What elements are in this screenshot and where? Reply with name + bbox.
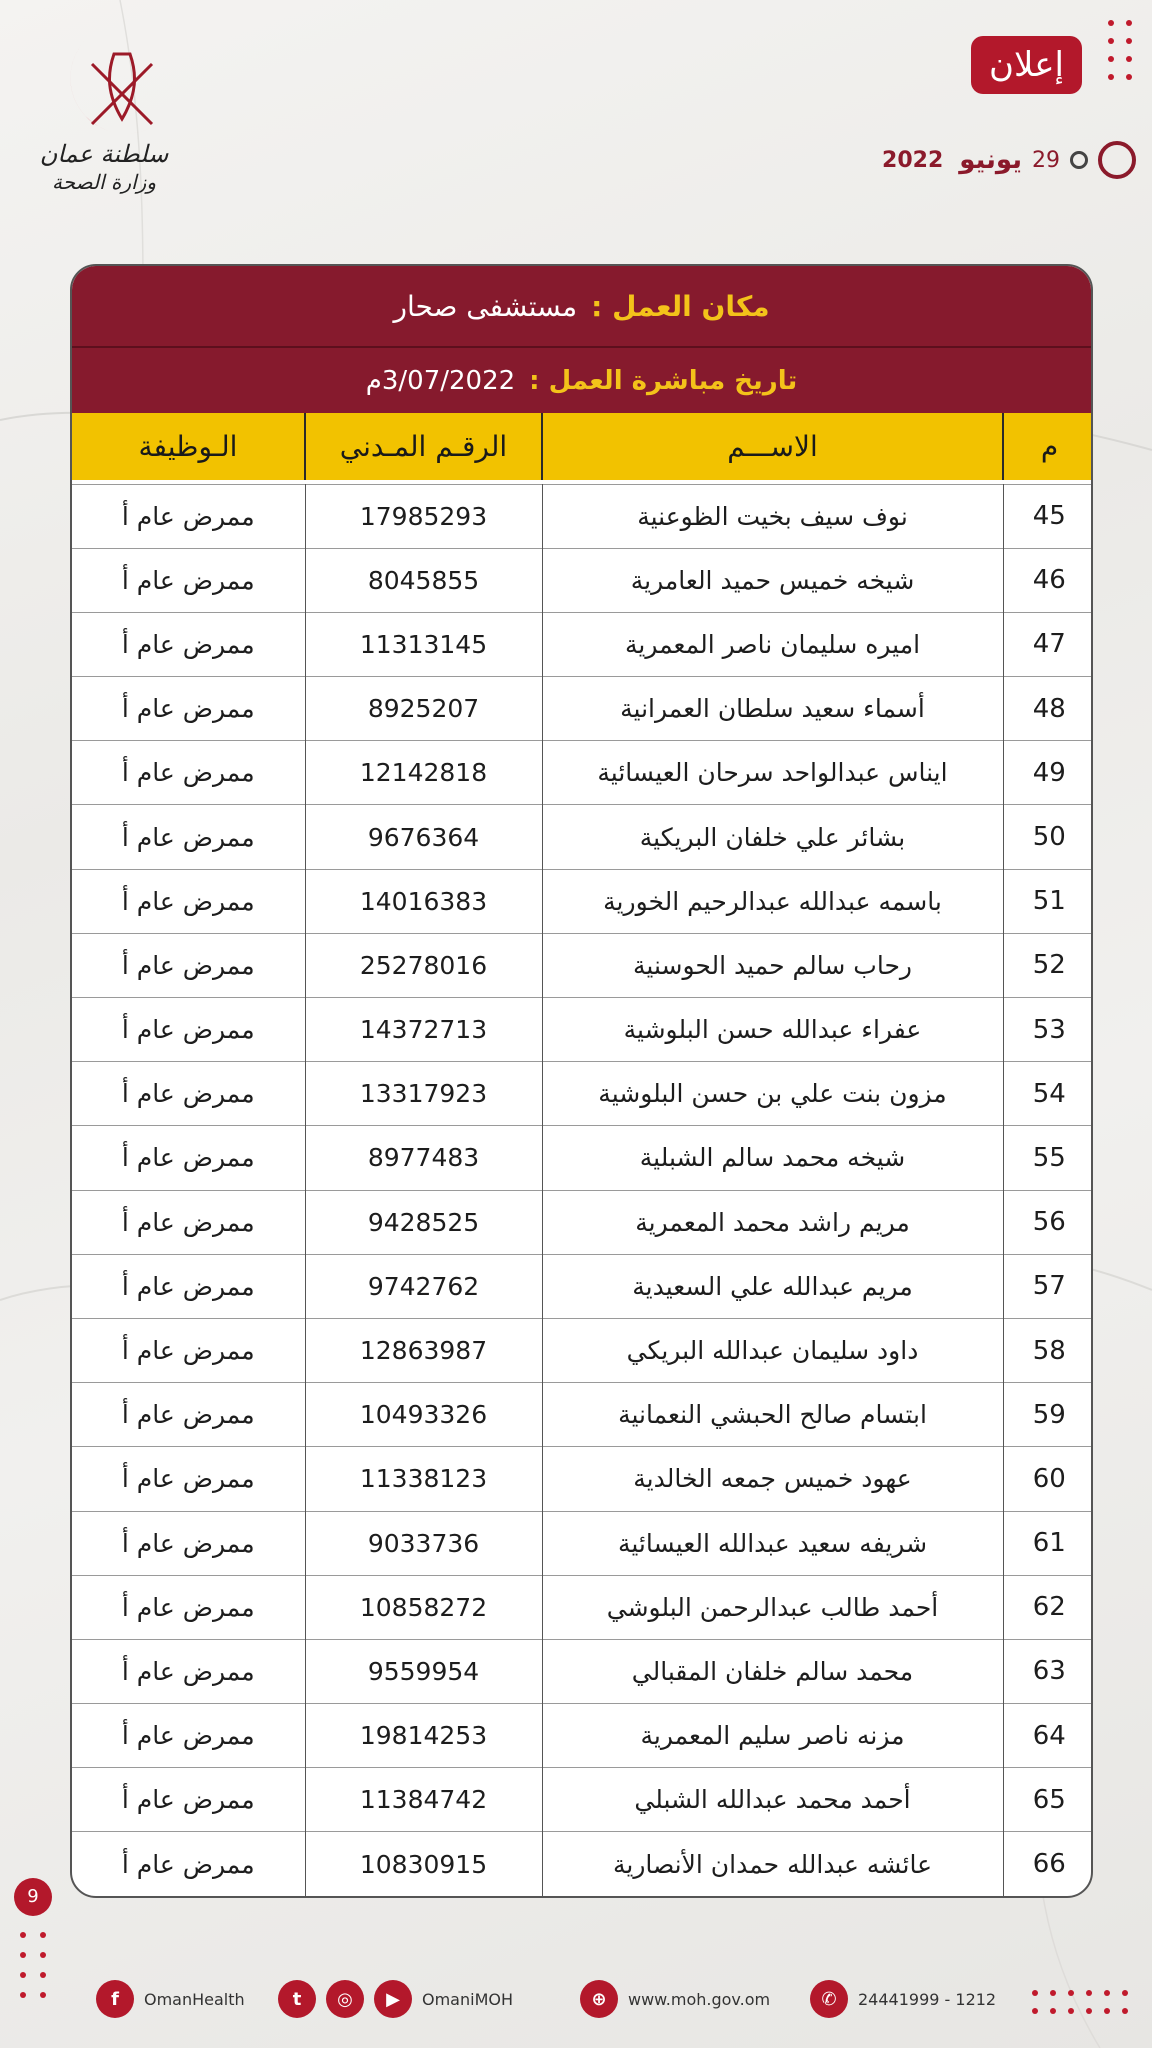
- decorative-dots-bottom-left: [20, 1932, 46, 1998]
- table-row: [72, 612, 1093, 676]
- youtube-icon[interactable]: ▶: [374, 1980, 412, 2018]
- row-number: 58: [1003, 1318, 1093, 1382]
- date-day: 29: [1032, 147, 1060, 173]
- twitter-icon[interactable]: t: [278, 1980, 316, 2018]
- civil-id: 9742762: [305, 1254, 542, 1318]
- job-title: ممرض عام أ: [72, 805, 305, 869]
- table-row: [72, 741, 1093, 805]
- row-number: 45: [1003, 484, 1093, 548]
- workplace-value: مستشفى صحار: [393, 289, 578, 323]
- table-row: [72, 1318, 1093, 1382]
- row-number: 54: [1003, 1062, 1093, 1126]
- col-header-job: الـوظيفة: [72, 413, 305, 480]
- announcement-date: [882, 140, 1136, 180]
- staff-name: رحاب سالم حميد الحوسنية: [542, 933, 1003, 997]
- job-title: ممرض عام أ: [72, 484, 305, 548]
- table-row: [72, 1126, 1093, 1190]
- table-body: [72, 480, 1093, 1896]
- staff-name: أسماء سعيد سلطان العمرانية: [542, 677, 1003, 741]
- date-month: يونيو: [959, 145, 1022, 175]
- date-year: 2022: [882, 147, 944, 173]
- staff-name: داود سليمان عبدالله البريكي: [542, 1318, 1003, 1382]
- table-row: [72, 1575, 1093, 1639]
- row-number: 55: [1003, 1126, 1093, 1190]
- row-number: 65: [1003, 1768, 1093, 1832]
- job-title: ممرض عام أ: [72, 869, 305, 933]
- job-title: ممرض عام أ: [72, 1704, 305, 1768]
- table-row: [72, 1511, 1093, 1575]
- civil-id: 17985293: [305, 484, 542, 548]
- job-title: ممرض عام أ: [72, 1832, 305, 1896]
- row-number: 59: [1003, 1383, 1093, 1447]
- job-title: ممرض عام أ: [72, 1190, 305, 1254]
- job-title: ممرض عام أ: [72, 548, 305, 612]
- job-title: ممرض عام أ: [72, 1639, 305, 1703]
- job-title: ممرض عام أ: [72, 1383, 305, 1447]
- table-row: [72, 869, 1093, 933]
- civil-id: 8925207: [305, 677, 542, 741]
- table-header-row: [72, 413, 1093, 480]
- job-title: ممرض عام أ: [72, 1062, 305, 1126]
- staff-table: [72, 413, 1093, 1896]
- footer-website[interactable]: [580, 1978, 770, 2020]
- staff-name: مريم راشد محمد المعمرية: [542, 1190, 1003, 1254]
- row-number: 46: [1003, 548, 1093, 612]
- footer-social[interactable]: [278, 1978, 513, 2020]
- row-number: 60: [1003, 1447, 1093, 1511]
- row-number: 64: [1003, 1704, 1093, 1768]
- civil-id: 19814253: [305, 1704, 542, 1768]
- civil-id: 10830915: [305, 1832, 542, 1896]
- logo-line-ministry: وزارة الصحة: [52, 170, 156, 194]
- page-number: 9: [14, 1878, 52, 1916]
- table-row: [72, 1062, 1093, 1126]
- facebook-icon[interactable]: f: [96, 1980, 134, 2018]
- staff-name: أحمد محمد عبدالله الشبلي: [542, 1768, 1003, 1832]
- footer-phone[interactable]: [810, 1978, 996, 2020]
- staff-name: نوف سيف بخيت الظوعنية: [542, 484, 1003, 548]
- civil-id: 12142818: [305, 741, 542, 805]
- website-url[interactable]: www.moh.gov.om: [628, 1989, 771, 2009]
- row-number: 62: [1003, 1575, 1093, 1639]
- civil-id: 9428525: [305, 1190, 542, 1254]
- staff-name: مزون بنت علي بن حسن البلوشية: [542, 1062, 1003, 1126]
- staff-name: بشائر علي خلفان البريكية: [542, 805, 1003, 869]
- table-row: [72, 1768, 1093, 1832]
- dribbble-globe-icon[interactable]: ⊕: [580, 1980, 618, 2018]
- logo-line-sultanate: سلطنة عمان: [39, 140, 169, 168]
- civil-id: 10858272: [305, 1575, 542, 1639]
- circle-ring-icon: [1098, 141, 1136, 179]
- footer-facebook[interactable]: [96, 1978, 245, 2020]
- row-number: 53: [1003, 998, 1093, 1062]
- civil-id: 9676364: [305, 805, 542, 869]
- civil-id: 13317923: [305, 1062, 542, 1126]
- workplace-label: مكان العمل :: [591, 289, 770, 323]
- row-number: 66: [1003, 1832, 1093, 1896]
- announcement-badge: إعلان: [971, 36, 1082, 94]
- social-handle[interactable]: OmaniMOH: [422, 1989, 513, 2009]
- job-title: ممرض عام أ: [72, 1318, 305, 1382]
- job-title: ممرض عام أ: [72, 1447, 305, 1511]
- staff-name: شريفه سعيد عبدالله العيسائية: [542, 1511, 1003, 1575]
- table-row: [72, 548, 1093, 612]
- staff-name: عفراء عبدالله حسن البلوشية: [542, 998, 1003, 1062]
- staff-name: ابتسام صالح الحبشي النعمانية: [542, 1383, 1003, 1447]
- row-number: 47: [1003, 612, 1093, 676]
- staff-name: أحمد طالب عبدالرحمن البلوشي: [542, 1575, 1003, 1639]
- table-row: [72, 1704, 1093, 1768]
- table-row: [72, 1254, 1093, 1318]
- phone-icon[interactable]: ✆: [810, 1980, 848, 2018]
- row-number: 51: [1003, 869, 1093, 933]
- small-circle-icon: [1070, 151, 1088, 169]
- staff-name: مزنه ناصر سليم المعمرية: [542, 1704, 1003, 1768]
- job-title: ممرض عام أ: [72, 1768, 305, 1832]
- civil-id: 11384742: [305, 1768, 542, 1832]
- job-title: ممرض عام أ: [72, 612, 305, 676]
- workplace-band: [72, 266, 1091, 348]
- civil-id: 11313145: [305, 612, 542, 676]
- table-row: [72, 1190, 1093, 1254]
- decorative-dots-bottom-right: [1032, 1990, 1128, 2014]
- table-row: [72, 1447, 1093, 1511]
- job-title: ممرض عام أ: [72, 1254, 305, 1318]
- civil-id: 8045855: [305, 548, 542, 612]
- table-row: [72, 998, 1093, 1062]
- row-number: 63: [1003, 1639, 1093, 1703]
- staff-name: ايناس عبدالواحد سرحان العيسائية: [542, 741, 1003, 805]
- civil-id: 9559954: [305, 1639, 542, 1703]
- row-number: 48: [1003, 677, 1093, 741]
- job-title: ممرض عام أ: [72, 741, 305, 805]
- civil-id: 14016383: [305, 869, 542, 933]
- table-row: [72, 933, 1093, 997]
- civil-id: 12863987: [305, 1318, 542, 1382]
- job-title: ممرض عام أ: [72, 933, 305, 997]
- job-title: ممرض عام أ: [72, 1126, 305, 1190]
- staff-name: مريم عبدالله علي السعيدية: [542, 1254, 1003, 1318]
- job-title: ممرض عام أ: [72, 1575, 305, 1639]
- staff-name: عائشه عبدالله حمدان الأنصارية: [542, 1832, 1003, 1896]
- table-row: [72, 1383, 1093, 1447]
- staff-name: اميره سليمان ناصر المعمرية: [542, 612, 1003, 676]
- job-title: ممرض عام أ: [72, 998, 305, 1062]
- table-row: [72, 1832, 1093, 1896]
- row-number: 61: [1003, 1511, 1093, 1575]
- facebook-handle[interactable]: OmanHealth: [144, 1989, 245, 2009]
- staff-name: محمد سالم خلفان المقبالي: [542, 1639, 1003, 1703]
- start-date-value: 3/07/2022م: [365, 365, 516, 396]
- civil-id: 25278016: [305, 933, 542, 997]
- row-number: 52: [1003, 933, 1093, 997]
- civil-id: 14372713: [305, 998, 542, 1062]
- col-header-name: الاســـم: [542, 413, 1003, 480]
- start-date-band: [72, 348, 1091, 413]
- col-header-civil-id: الرقـم المـدني: [305, 413, 542, 480]
- civil-id: 9033736: [305, 1511, 542, 1575]
- row-number: 56: [1003, 1190, 1093, 1254]
- staff-name: شيخه محمد سالم الشبلية: [542, 1126, 1003, 1190]
- staff-table-card: [70, 264, 1093, 1898]
- table-row: [72, 805, 1093, 869]
- civil-id: 8977483: [305, 1126, 542, 1190]
- row-number: 50: [1003, 805, 1093, 869]
- job-title: ممرض عام أ: [72, 1511, 305, 1575]
- start-date-label: تاريخ مباشرة العمل :: [529, 365, 798, 396]
- civil-id: 10493326: [305, 1383, 542, 1447]
- col-header-number: م: [1003, 413, 1093, 480]
- instagram-icon[interactable]: ◎: [326, 1980, 364, 2018]
- staff-name: عهود خميس جمعه الخالدية: [542, 1447, 1003, 1511]
- phone-number[interactable]: 24441999 - 1212: [858, 1989, 997, 2009]
- table-row: [72, 677, 1093, 741]
- staff-name: باسمه عبدالله عبدالرحيم الخورية: [542, 869, 1003, 933]
- table-row: [72, 484, 1093, 548]
- staff-name: شيخه خميس حميد العامرية: [542, 548, 1003, 612]
- decorative-dots-top-right: [1108, 20, 1132, 80]
- civil-id: 11338123: [305, 1447, 542, 1511]
- row-number: 49: [1003, 741, 1093, 805]
- job-title: ممرض عام أ: [72, 677, 305, 741]
- row-number: 57: [1003, 1254, 1093, 1318]
- table-row: [72, 1639, 1093, 1703]
